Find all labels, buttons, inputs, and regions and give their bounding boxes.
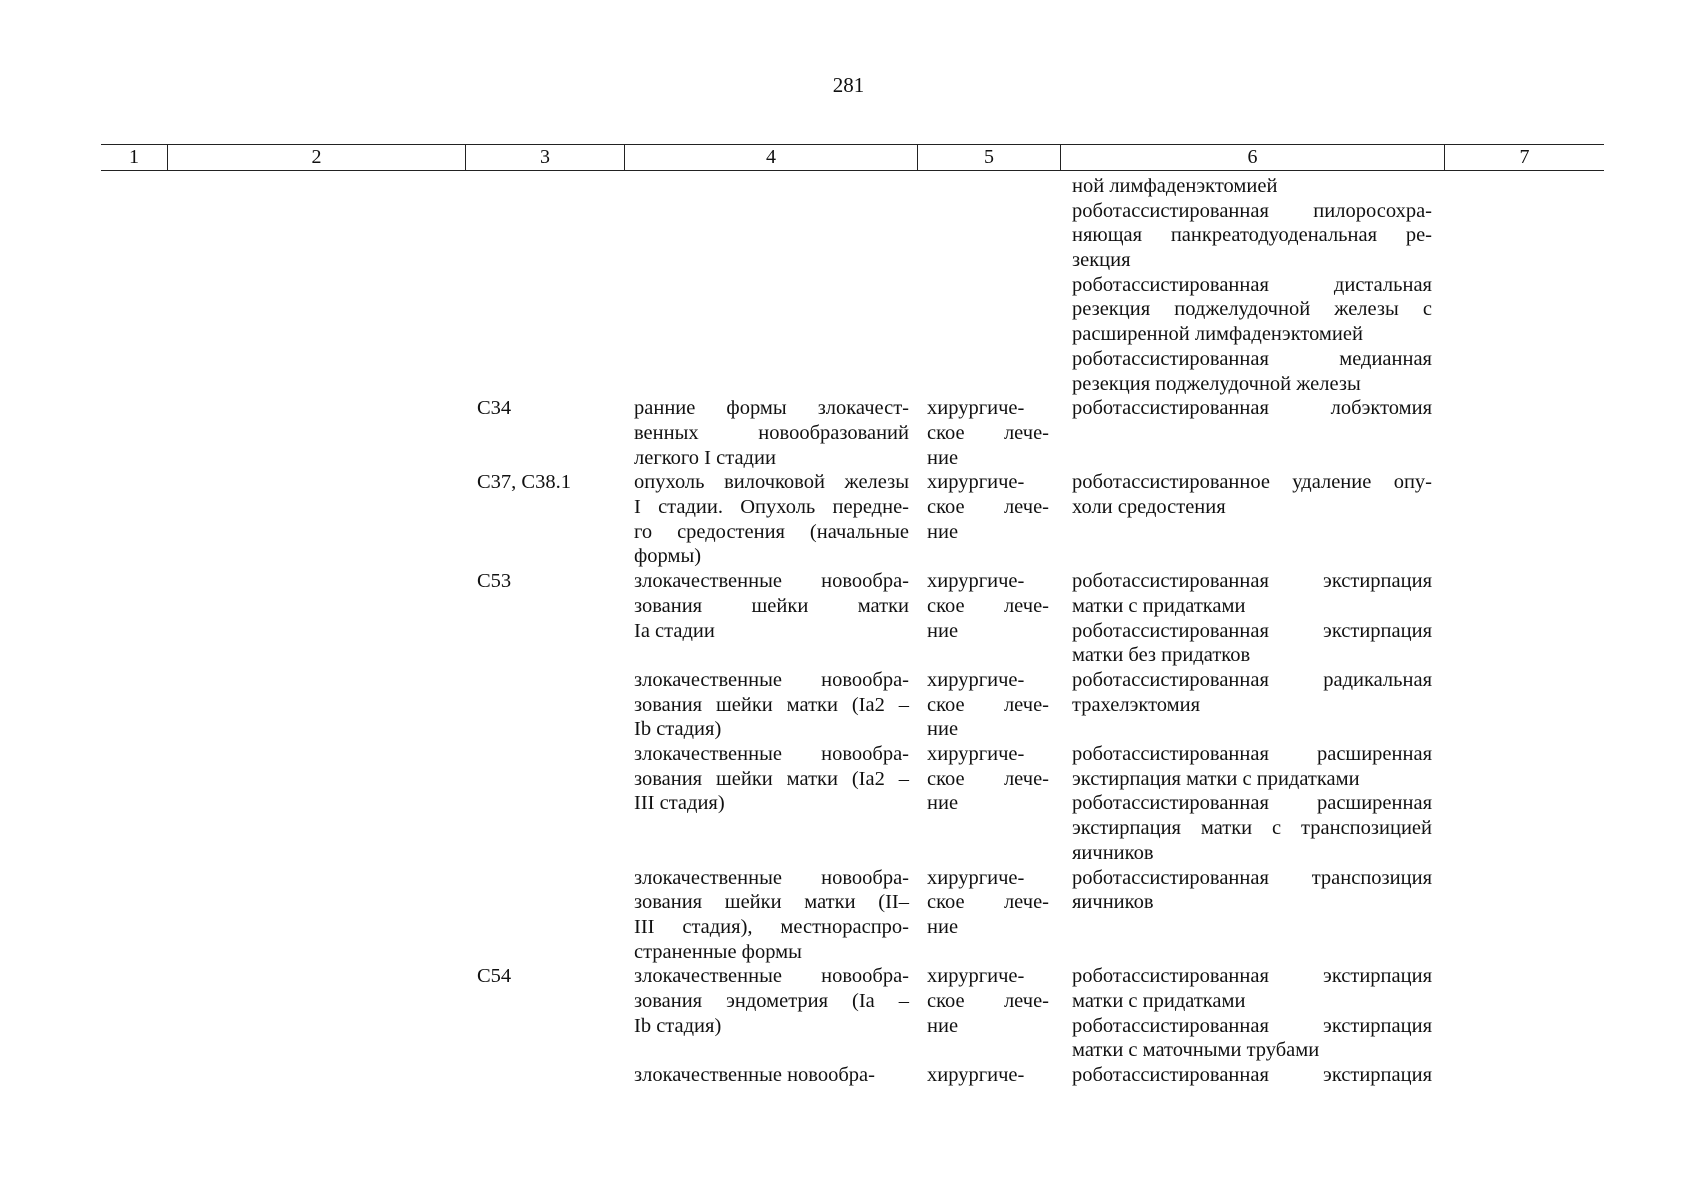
cell-line: злокачественные новообра-: [634, 570, 909, 593]
cell-line: Ia стадии: [634, 619, 715, 642]
cell-line: Ib стадия): [634, 1014, 722, 1037]
cell-line: роботассистированная экстирпация: [1072, 1064, 1432, 1087]
cell-line: злокачественные новообра-: [634, 743, 909, 766]
cell-line: ское лече-: [927, 496, 1049, 519]
cell-line: роботассистированная транспозиция: [1072, 866, 1432, 889]
cell-line: роботассистированная расширенная: [1072, 743, 1432, 766]
header-col-2: 2: [167, 145, 465, 170]
cell-line: роботассистированная экстирпация: [1072, 965, 1432, 988]
cell-line: яичников: [1072, 891, 1154, 914]
cell-treatment: [927, 1063, 1049, 1088]
cell-method: [1072, 964, 1432, 1063]
cell-diagnosis: [634, 668, 909, 742]
cell-line: хирургиче-: [927, 743, 1025, 766]
cell-line: роботассистированная экстирпация: [1072, 1014, 1432, 1037]
cell-line: ние: [927, 446, 959, 469]
cell-line: легкого I стадии: [634, 446, 776, 469]
cell-line: зования эндометрия (Ia –: [634, 990, 909, 1013]
page-number: 281: [832, 73, 865, 97]
cell-code: C54: [477, 965, 512, 988]
cell-code: C37, C38.1: [477, 471, 571, 494]
cell-diagnosis: [634, 396, 909, 470]
header-col-5: 5: [917, 145, 1060, 170]
cell-line: I стадии. Опухоль передне-: [634, 496, 909, 519]
header-col-4: 4: [624, 145, 917, 170]
cell-diagnosis: [634, 866, 909, 965]
cell-line: хирургиче-: [927, 471, 1025, 494]
cell-line: ние: [927, 915, 959, 938]
cell-method: [1072, 866, 1432, 915]
cell-line: злокачественные новообра-: [634, 669, 909, 691]
cell-line: ние: [927, 520, 959, 543]
cell-line: резекция поджелудочной железы: [1072, 372, 1361, 395]
cell-line: ское лече-: [927, 891, 1049, 914]
cell-line: матки с придатками: [1072, 594, 1246, 617]
cell-treatment: [927, 742, 1049, 816]
cell-line: страненные формы: [634, 940, 802, 963]
cell-line: роботассистированная экстирпация: [1072, 570, 1432, 593]
cell-line: опухоль вилочковой железы: [634, 471, 909, 494]
cell-diagnosis: [634, 964, 909, 1038]
cell-line: ское лече-: [927, 990, 1049, 1013]
cell-line: няющая панкреатодуоденальная ре-: [1072, 224, 1432, 247]
cell-line: резекция поджелудочной железы с: [1072, 298, 1432, 321]
cell-treatment: [927, 964, 1049, 1038]
cell-line: роботассистированное удаление опу-: [1072, 471, 1432, 494]
cell-line: злокачественные новообра-: [634, 866, 909, 889]
cell-line: ной лимфаденэктомией: [1072, 175, 1278, 197]
cell-code: C34: [477, 397, 512, 420]
cell-line: злокачественные новообра-: [634, 965, 909, 988]
cell-line: злокачественные новообра-: [634, 1064, 875, 1087]
cell-line: го средостения (начальные: [634, 520, 909, 543]
cell-line: зования шейки матки (Ia2 –: [634, 767, 909, 790]
cell-line: экстирпация матки с придатками: [1072, 767, 1360, 790]
cell-line: зования шейки матки: [634, 594, 909, 617]
header-col-7: 7: [1444, 145, 1604, 170]
method-continued: [1072, 174, 1432, 396]
cell-method: [1072, 569, 1432, 668]
cell-line: формы): [634, 545, 702, 568]
table-header-row: [101, 144, 1604, 171]
cell-method: [1072, 470, 1432, 519]
cell-line: ние: [927, 619, 959, 642]
cell-line: ское лече-: [927, 693, 1049, 716]
cell-line: трахелэктомия: [1072, 693, 1201, 716]
cell-line: хирургиче-: [927, 669, 1025, 691]
cell-line: ское лече-: [927, 421, 1049, 444]
cell-line: хирургиче-: [927, 397, 1025, 420]
cell-line: III стадия): [634, 792, 725, 815]
cell-treatment: [927, 668, 1049, 742]
cell-line: хирургиче-: [927, 965, 1025, 988]
cell-line: зования шейки матки (II–: [634, 891, 909, 914]
cell-treatment: [927, 396, 1049, 470]
cell-line: ское лече-: [927, 594, 1049, 617]
header-col-3: 3: [465, 145, 624, 170]
cell-treatment: [927, 569, 1049, 643]
cell-method: [1072, 1063, 1432, 1088]
cell-line: яичников: [1072, 841, 1154, 864]
cell-code: C53: [477, 570, 512, 593]
cell-line: расширенной лимфаденэктомией: [1072, 323, 1363, 346]
cell-treatment: [927, 470, 1049, 544]
cell-line: матки с маточными трубами: [1072, 1039, 1320, 1062]
cell-line: ние: [927, 792, 959, 815]
cell-line: роботассистированная медианная: [1072, 347, 1432, 370]
cell-diagnosis: [634, 1063, 909, 1088]
cell-line: хирургиче-: [927, 1064, 1025, 1087]
cell-diagnosis: [634, 470, 909, 569]
cell-line: Ib стадия): [634, 718, 722, 741]
cell-line: ние: [927, 718, 959, 741]
cell-treatment: [927, 866, 1049, 940]
cell-line: зования шейки матки (Ia2 –: [634, 693, 909, 716]
cell-method: [1072, 668, 1432, 717]
cell-line: роботассистированная дистальная: [1072, 273, 1432, 296]
cell-line: III стадия), местнораспро-: [634, 915, 909, 938]
cell-line: хирургиче-: [927, 570, 1025, 593]
header-col-1: 1: [129, 146, 139, 168]
cell-line: зекция: [1072, 249, 1131, 272]
cell-line: венных новообразований: [634, 421, 909, 444]
cell-line: роботассистированная расширенная: [1072, 792, 1432, 815]
cell-line: ское лече-: [927, 767, 1049, 790]
cell-line: экстирпация матки с транспозицией: [1072, 817, 1432, 840]
cell-line: хирургиче-: [927, 866, 1025, 889]
cell-line: роботассистированная пилоросохра-: [1072, 199, 1432, 222]
cell-line: ние: [927, 1014, 959, 1037]
cell-line: матки без придатков: [1072, 644, 1251, 667]
cell-diagnosis: [634, 569, 909, 643]
cell-line: роботассистированная лобэктомия: [1072, 397, 1432, 420]
cell-line: холи средостения: [1072, 496, 1226, 519]
cell-diagnosis: [634, 742, 909, 816]
cell-line: роботассистированная радикальная: [1072, 669, 1432, 691]
cell-method: [1072, 396, 1432, 421]
cell-line: матки с придатками: [1072, 990, 1246, 1013]
cell-line: ранние формы злокачест-: [634, 397, 909, 420]
header-col-6: 6: [1060, 145, 1444, 170]
cell-method: [1072, 742, 1432, 865]
cell-line: роботассистированная экстирпация: [1072, 619, 1432, 642]
